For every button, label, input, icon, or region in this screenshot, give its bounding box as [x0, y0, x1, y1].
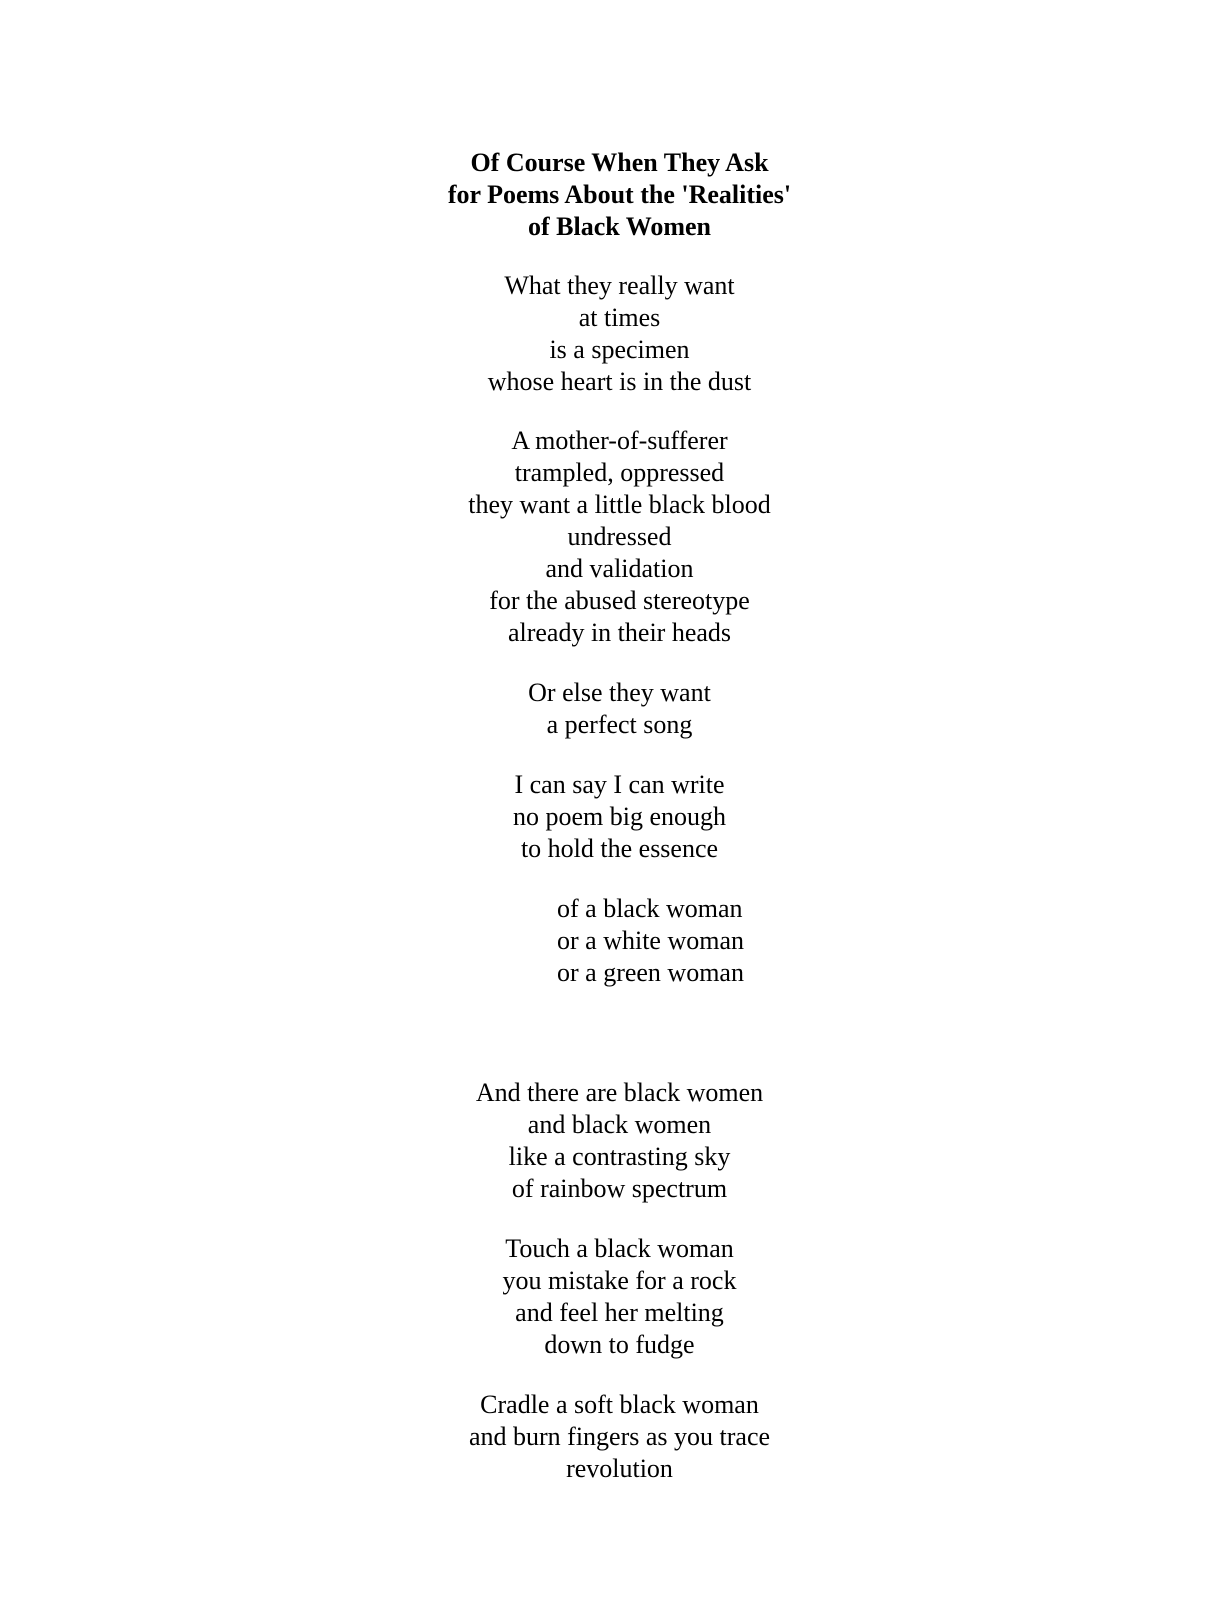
poem-line: And there are black women: [475, 1078, 764, 1107]
poem-line: undressed: [567, 522, 672, 551]
poem-line: they want a little black blood: [468, 490, 771, 519]
poem-line: down to fudge: [544, 1330, 695, 1359]
poem-line: and burn fingers as you trace: [468, 1422, 771, 1451]
poem-line: trampled, oppressed: [514, 458, 725, 487]
title-line: for Poems About the 'Realities': [447, 180, 792, 209]
poem-line: or a green woman: [557, 958, 744, 987]
poem-line: at times: [578, 303, 661, 332]
poem-line: and black women: [527, 1110, 712, 1139]
poem-line: is a specimen: [549, 335, 690, 364]
poem-line: and validation: [545, 554, 694, 583]
poem-line: I can say I can write: [514, 770, 725, 799]
stanza-4: [0, 769, 1213, 865]
stanza-6: [0, 1077, 1213, 1205]
poem-line: Touch a black woman: [505, 1234, 734, 1263]
poem-line: and feel her melting: [515, 1298, 724, 1327]
poem-line: for the abused stereotype: [489, 586, 750, 615]
stanza-1: [0, 270, 1213, 398]
poem-line: of a black woman: [557, 894, 743, 923]
stanza-7: [0, 1233, 1213, 1361]
poem-line: revolution: [566, 1454, 673, 1483]
poem-line: a perfect song: [546, 710, 693, 739]
poem-line: A mother-of-sufferer: [511, 426, 728, 455]
stanza-5: [557, 893, 957, 989]
stanza-3: [0, 677, 1213, 741]
title-line: of Black Women: [528, 212, 711, 241]
stanza-8: [0, 1389, 1213, 1485]
poem-title: [0, 147, 1213, 243]
poem-line: to hold the essence: [520, 834, 719, 863]
poem-line: or a white woman: [557, 926, 745, 955]
poem-line: Cradle a soft black woman: [480, 1390, 759, 1419]
poem-line: of rainbow spectrum: [511, 1174, 728, 1203]
poem-line: like a contrasting sky: [508, 1142, 731, 1171]
poem-line: What they really want: [504, 271, 735, 300]
title-line: Of Course When They Ask: [470, 148, 769, 177]
poem-line: you mistake for a rock: [502, 1266, 737, 1295]
poem-line: whose heart is in the dust: [487, 367, 752, 396]
poem-line: already in their heads: [507, 618, 732, 647]
poem-line: no poem big enough: [512, 802, 727, 831]
poem-line: Or else they want: [528, 678, 711, 707]
stanza-2: [0, 425, 1213, 649]
